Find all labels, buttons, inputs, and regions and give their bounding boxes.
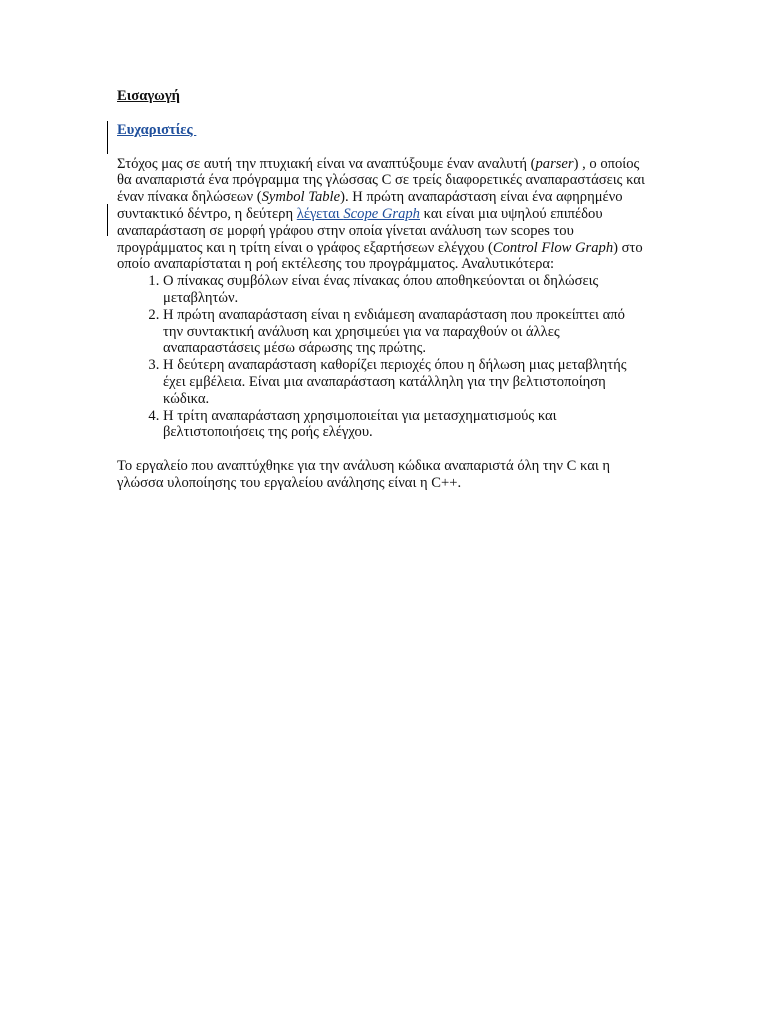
parser-term: parser — [535, 155, 574, 172]
change-bar — [107, 204, 108, 236]
intro-text: ) , ο οποίος θα αναπαριστά ένα πρόγραμμα της γλώσσας C σε τρείς διαφορετικές αναπαραστάσεις και έναν πίνακα δηλώσεων ( — [117, 155, 645, 206]
symbol-table-term: Symbol Table — [261, 189, 341, 206]
change-bar — [107, 121, 108, 154]
intro-text: ). Η πρώτη αναπαράσταση είναι ένα αφηρημένο συντακτικό δέντρο, η δεύτερη — [117, 189, 623, 222]
closing-paragraph: Το εργαλείο που αναπτύχθηκε για την ανάλυση κώδικα αναπαριστά όλη την C και η γλώσσα υλοποίησης του εργαλείου ανάλησης είναι η C++. — [117, 458, 611, 491]
control-flow-graph-term: Control Flow Graph — [492, 239, 614, 256]
acknowledgements-heading[interactable]: Ευχαριστίες — [117, 121, 197, 138]
intro-paragraph — [117, 156, 647, 274]
list-item: 4. Η τρίτη αναπαράσταση χρησιμοποιείται για μετασχηματισμούς και βελτιστοποιήσεις της ροής ελέγχου. — [163, 408, 647, 442]
document-title: Εισαγωγή — [117, 88, 180, 104]
scope-graph-term: Scope Graph — [343, 205, 420, 222]
intro-text: και είναι μια υψηλού επιπέδου αναπαράσταση σε μορφή γράφου στην οποία γίνεται ανάλυση των scopes του προγράμματος και η τρίτη είναι ο γράφος εξαρτήσεων ελέγχου ( — [117, 205, 603, 256]
list-item: 1. Ο πίνακας συμβόλων είναι ένας πίνακας όπου αποθηκεύονται οι δηλώσεις μεταβλητών. — [163, 273, 647, 307]
list-item: 2. Η πρώτη αναπαράσταση είναι η ενδιάμεση αναπαράσταση που προκείπτει από την συντακτική ανάλυση και χρησιμεύει για να παραχθούν οι άλλες αναπαραστάσεις μέσω σάρωσης της πρώτης. — [163, 307, 647, 357]
scope-graph-link[interactable] — [297, 206, 420, 222]
representations-list — [117, 273, 647, 441]
link-text: λέγεται — [296, 205, 344, 222]
intro-text: Στόχος μας σε αυτή την πτυχιακή είναι να αναπτύξουμε έναν αναλυτή ( — [117, 155, 536, 172]
document-body — [117, 88, 647, 492]
intro-text: ) στο οποίο αναπαρίσταται η ροή εκτέλεσης του προγράμματος. Αναλυτικότερα: — [117, 239, 643, 273]
list-item: 3. Η δεύτερη αναπαράσταση καθορίζει περιοχές όπου η δήλωση μιας μεταβλητής έχει εμβέλεια. Είναι μια αναπαράσταση κατάλληλη για την βελτιστοποίηση κώδικα. — [163, 357, 647, 407]
